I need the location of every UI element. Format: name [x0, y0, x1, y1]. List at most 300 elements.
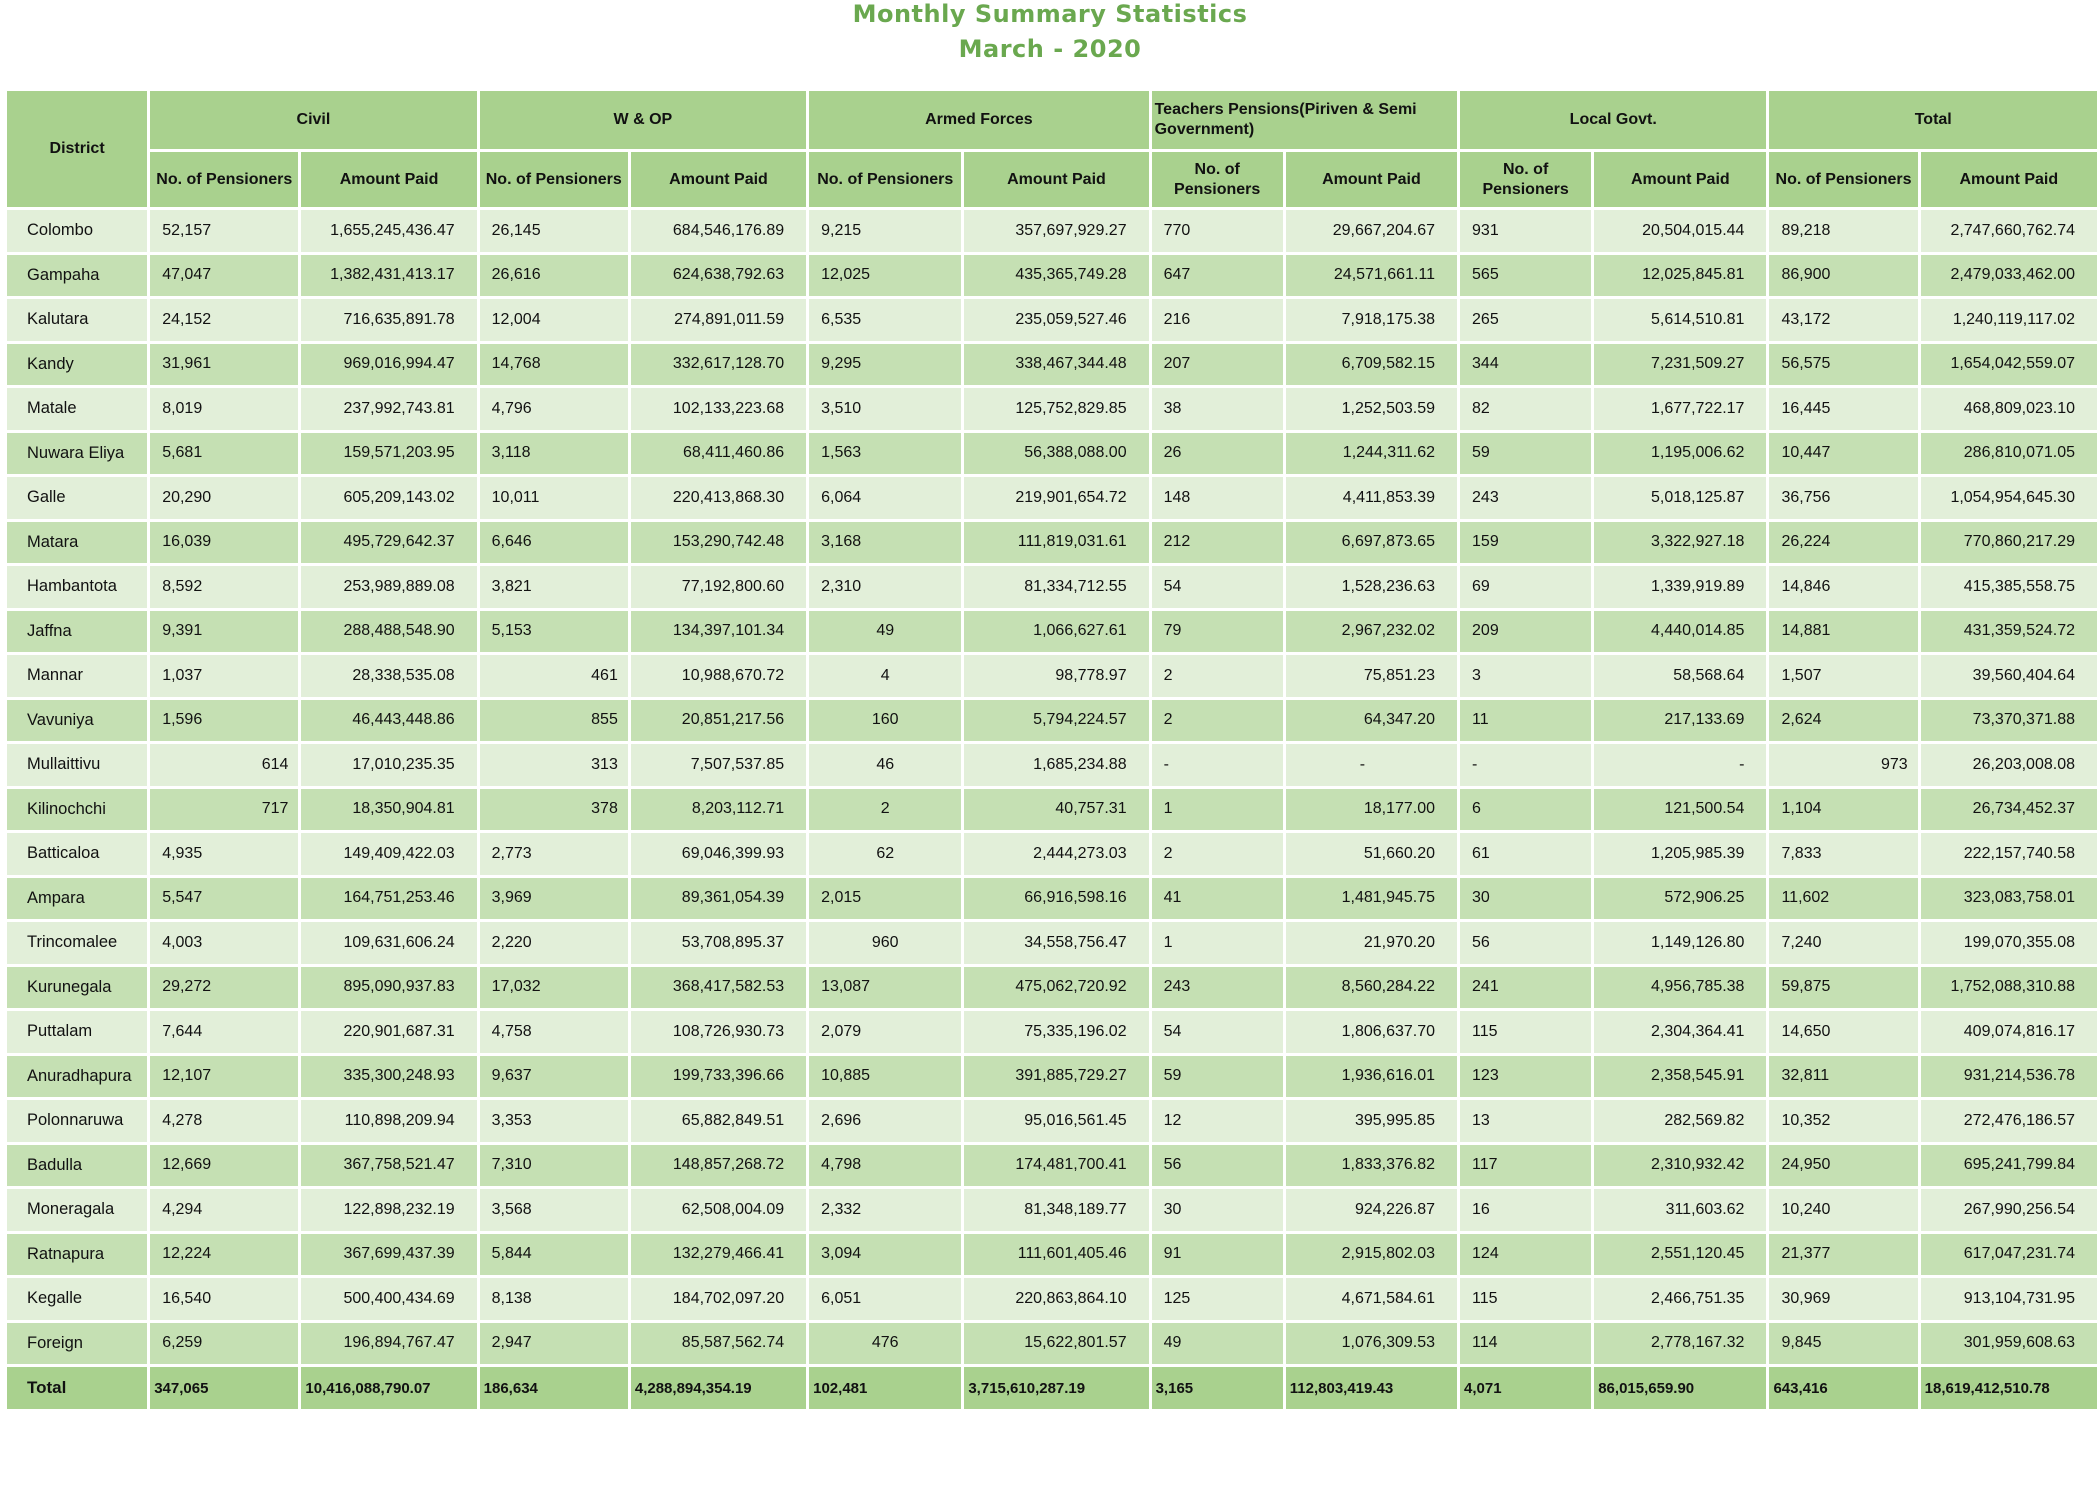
cell-wop-no: 17,032 — [478, 965, 629, 1010]
cell-wop-amount: 89,361,054.39 — [629, 876, 807, 921]
cell-district: Trincomalee — [6, 921, 149, 966]
cell-armed-amount: 15,622,801.57 — [963, 1321, 1150, 1366]
cell-civil-no: 1,037 — [149, 654, 300, 699]
cell-local-no: 3 — [1459, 654, 1593, 699]
cell-district: Gampaha — [6, 253, 149, 298]
cell-armed-no: 2,696 — [808, 1099, 963, 1144]
cell-local-amount: 572,906.25 — [1593, 876, 1768, 921]
table-row — [6, 253, 2099, 298]
cell-total-amount: 2,747,660,762.74 — [1919, 209, 2098, 254]
cell-district: Polonnaruwa — [6, 1099, 149, 1144]
cell-local-no: 565 — [1459, 253, 1593, 298]
cell-wop-amount: 368,417,582.53 — [629, 965, 807, 1010]
cell-local-no: 56 — [1459, 921, 1593, 966]
cell-teachers-no: 2 — [1150, 654, 1284, 699]
cell-civil-no: 7,644 — [149, 1010, 300, 1055]
table-row — [6, 431, 2099, 476]
cell-total-amount: 1,654,042,559.07 — [1919, 342, 2098, 387]
cell-teachers-no: 30 — [1150, 1188, 1284, 1233]
cell-total-no: 36,756 — [1768, 476, 1919, 521]
header-teachers-amount-paid: Amount Paid — [1284, 151, 1458, 209]
cell-armed-no: 12,025 — [808, 253, 963, 298]
cell-teachers-amount: 1,833,376.82 — [1284, 1143, 1458, 1188]
cell-wop-no: 313 — [478, 743, 629, 788]
header-total-no-pensioners: No. of Pensioners — [1768, 151, 1919, 209]
cell-armed-amount: 81,334,712.55 — [963, 565, 1150, 610]
cell-civil-no: 717 — [149, 787, 300, 832]
table-row — [6, 1321, 2099, 1366]
cell-wop-no: 14,768 — [478, 342, 629, 387]
cell-total-no: 14,650 — [1768, 1010, 1919, 1055]
cell-wop-amount: 184,702,097.20 — [629, 1277, 807, 1322]
cell-local-no: 59 — [1459, 431, 1593, 476]
cell-armed-amount: 1,685,234.88 — [963, 743, 1150, 788]
cell-teachers-no: 2 — [1150, 832, 1284, 877]
cell-armed-no: 6,051 — [808, 1277, 963, 1322]
cell-armed-amount: 75,335,196.02 — [963, 1010, 1150, 1055]
cell-total-no: 21,377 — [1768, 1232, 1919, 1277]
cell-district: Mannar — [6, 654, 149, 699]
cell-total-amount: 73,370,371.88 — [1919, 698, 2098, 743]
cell-teachers-no: 2 — [1150, 698, 1284, 743]
cell-wop-amount: 53,708,895.37 — [629, 921, 807, 966]
cell-armed-amount: 174,481,700.41 — [963, 1143, 1150, 1188]
header-civil-no-pensioners: No. of Pensioners — [149, 151, 300, 209]
cell-total-amount: 770,860,217.29 — [1919, 520, 2098, 565]
cell-civil-no: 9,391 — [149, 609, 300, 654]
cell-district: Vavuniya — [6, 698, 149, 743]
cell-local-amount: 12,025,845.81 — [1593, 253, 1768, 298]
cell-teachers-no: 216 — [1150, 298, 1284, 343]
header-local-amount-paid: Amount Paid — [1593, 151, 1768, 209]
cell-total-no: 10,240 — [1768, 1188, 1919, 1233]
cell-armed-amount: 1,066,627.61 — [963, 609, 1150, 654]
cell-local-amount: 1,339,919.89 — [1593, 565, 1768, 610]
table-row — [6, 1099, 2099, 1144]
cell-teachers-amount: 8,560,284.22 — [1284, 965, 1458, 1010]
cell-local-amount: 58,568.64 — [1593, 654, 1768, 699]
cell-total-no: 973 — [1768, 743, 1919, 788]
cell-civil-amount: 18,350,904.81 — [300, 787, 478, 832]
cell-wop-no: 12,004 — [478, 298, 629, 343]
cell-total-amount: 431,359,524.72 — [1919, 609, 2098, 654]
cell-teachers-amount: 21,970.20 — [1284, 921, 1458, 966]
cell-local-no: 117 — [1459, 1143, 1593, 1188]
table-row — [6, 209, 2099, 254]
table-row — [6, 1232, 2099, 1277]
cell-local-amount: 2,551,120.45 — [1593, 1232, 1768, 1277]
cell-total-amount: 913,104,731.95 — [1919, 1277, 2098, 1322]
cell-total-no: 9,845 — [1768, 1321, 1919, 1366]
cell-civil-no: 6,259 — [149, 1321, 300, 1366]
header-civil-amount-paid: Amount Paid — [300, 151, 478, 209]
cell-armed-no: 2,079 — [808, 1010, 963, 1055]
cell-total-no: 30,969 — [1768, 1277, 1919, 1322]
header-group-teachers-pensions: Teachers Pensions(Piriven & Semi Government) — [1150, 90, 1458, 151]
table-row — [6, 832, 2099, 877]
cell-armed-no: 9,215 — [808, 209, 963, 254]
cell-teachers-no: - — [1150, 743, 1284, 788]
cell-total-amount: 695,241,799.84 — [1919, 1143, 2098, 1188]
cell-local-amount: - — [1593, 743, 1768, 788]
cell-teachers-no: 49 — [1150, 1321, 1284, 1366]
cell-teachers-no: 54 — [1150, 1010, 1284, 1055]
table-row — [6, 1054, 2099, 1099]
cell-wop-amount: 10,988,670.72 — [629, 654, 807, 699]
total-teachers-no: 3,165 — [1150, 1366, 1284, 1411]
cell-armed-no: 2,310 — [808, 565, 963, 610]
cell-teachers-no: 125 — [1150, 1277, 1284, 1322]
cell-local-amount: 3,322,927.18 — [1593, 520, 1768, 565]
total-civil-amount: 10,416,088,790.07 — [300, 1366, 478, 1411]
cell-total-amount: 286,810,071.05 — [1919, 431, 2098, 476]
header-group-local-govt: Local Govt. — [1459, 90, 1768, 151]
cell-local-amount: 7,231,509.27 — [1593, 342, 1768, 387]
cell-wop-amount: 134,397,101.34 — [629, 609, 807, 654]
cell-civil-no: 52,157 — [149, 209, 300, 254]
cell-civil-no: 31,961 — [149, 342, 300, 387]
cell-armed-amount: 235,059,527.46 — [963, 298, 1150, 343]
cell-local-no: 61 — [1459, 832, 1593, 877]
cell-civil-no: 4,003 — [149, 921, 300, 966]
cell-local-amount: 5,018,125.87 — [1593, 476, 1768, 521]
cell-civil-amount: 220,901,687.31 — [300, 1010, 478, 1055]
cell-local-amount: 5,614,510.81 — [1593, 298, 1768, 343]
cell-civil-amount: 367,699,437.39 — [300, 1232, 478, 1277]
cell-civil-no: 12,669 — [149, 1143, 300, 1188]
cell-teachers-no: 148 — [1150, 476, 1284, 521]
cell-wop-amount: 65,882,849.51 — [629, 1099, 807, 1144]
cell-total-no: 7,833 — [1768, 832, 1919, 877]
cell-armed-no: 4,798 — [808, 1143, 963, 1188]
cell-teachers-amount: 24,571,661.11 — [1284, 253, 1458, 298]
cell-armed-amount: 40,757.31 — [963, 787, 1150, 832]
cell-local-no: 243 — [1459, 476, 1593, 521]
cell-teachers-no: 212 — [1150, 520, 1284, 565]
cell-armed-no: 10,885 — [808, 1054, 963, 1099]
cell-teachers-amount: 7,918,175.38 — [1284, 298, 1458, 343]
cell-total-no: 89,218 — [1768, 209, 1919, 254]
cell-local-no: 241 — [1459, 965, 1593, 1010]
cell-local-no: 115 — [1459, 1277, 1593, 1322]
cell-teachers-no: 26 — [1150, 431, 1284, 476]
cell-total-amount: 2,479,033,462.00 — [1919, 253, 2098, 298]
cell-teachers-amount: 1,076,309.53 — [1284, 1321, 1458, 1366]
cell-armed-amount: 2,444,273.03 — [963, 832, 1150, 877]
cell-armed-no: 46 — [808, 743, 963, 788]
cell-armed-amount: 111,601,405.46 — [963, 1232, 1150, 1277]
cell-wop-amount: 624,638,792.63 — [629, 253, 807, 298]
table-row — [6, 1143, 2099, 1188]
cell-district: Kandy — [6, 342, 149, 387]
cell-teachers-no: 41 — [1150, 876, 1284, 921]
cell-total-amount: 222,157,740.58 — [1919, 832, 2098, 877]
cell-civil-no: 24,152 — [149, 298, 300, 343]
table-row — [6, 965, 2099, 1010]
cell-wop-no: 3,353 — [478, 1099, 629, 1144]
cell-civil-no: 5,547 — [149, 876, 300, 921]
cell-armed-amount: 34,558,756.47 — [963, 921, 1150, 966]
cell-civil-no: 614 — [149, 743, 300, 788]
cell-wop-amount: 132,279,466.41 — [629, 1232, 807, 1277]
header-district: District — [6, 90, 149, 209]
cell-wop-amount: 20,851,217.56 — [629, 698, 807, 743]
cell-teachers-amount: 1,244,311.62 — [1284, 431, 1458, 476]
cell-district: Hambantota — [6, 565, 149, 610]
cell-civil-amount: 500,400,434.69 — [300, 1277, 478, 1322]
cell-armed-amount: 219,901,654.72 — [963, 476, 1150, 521]
cell-local-no: 124 — [1459, 1232, 1593, 1277]
cell-wop-amount: 69,046,399.93 — [629, 832, 807, 877]
cell-total-amount: 1,752,088,310.88 — [1919, 965, 2098, 1010]
cell-local-amount: 2,310,932.42 — [1593, 1143, 1768, 1188]
cell-wop-no: 3,969 — [478, 876, 629, 921]
table-row — [6, 609, 2099, 654]
cell-wop-amount: 102,133,223.68 — [629, 387, 807, 432]
total-teachers-amount: 112,803,419.43 — [1284, 1366, 1458, 1411]
cell-total-amount: 39,560,404.64 — [1919, 654, 2098, 699]
cell-local-amount: 1,677,722.17 — [1593, 387, 1768, 432]
cell-civil-no: 16,540 — [149, 1277, 300, 1322]
cell-armed-amount: 5,794,224.57 — [963, 698, 1150, 743]
header-group-armed-forces: Armed Forces — [808, 90, 1150, 151]
cell-teachers-no: 56 — [1150, 1143, 1284, 1188]
cell-district: Puttalam — [6, 1010, 149, 1055]
cell-local-no: 69 — [1459, 565, 1593, 610]
cell-local-amount: 1,195,006.62 — [1593, 431, 1768, 476]
cell-civil-amount: 895,090,937.83 — [300, 965, 478, 1010]
table-row — [6, 876, 2099, 921]
cell-wop-amount: 77,192,800.60 — [629, 565, 807, 610]
cell-total-no: 16,445 — [1768, 387, 1919, 432]
cell-local-no: 16 — [1459, 1188, 1593, 1233]
cell-district: Ratnapura — [6, 1232, 149, 1277]
cell-teachers-no: 1 — [1150, 787, 1284, 832]
cell-total-amount: 1,240,119,117.02 — [1919, 298, 2098, 343]
cell-total-amount: 26,203,008.08 — [1919, 743, 2098, 788]
cell-local-amount: 2,466,751.35 — [1593, 1277, 1768, 1322]
cell-local-amount: 4,440,014.85 — [1593, 609, 1768, 654]
cell-civil-no: 47,047 — [149, 253, 300, 298]
cell-wop-no: 9,637 — [478, 1054, 629, 1099]
cell-district: Mullaittivu — [6, 743, 149, 788]
cell-total-no: 7,240 — [1768, 921, 1919, 966]
cell-wop-no: 4,796 — [478, 387, 629, 432]
total-armed-no: 102,481 — [808, 1366, 963, 1411]
cell-total-amount: 409,074,816.17 — [1919, 1010, 2098, 1055]
cell-wop-no: 10,011 — [478, 476, 629, 521]
cell-local-no: 209 — [1459, 609, 1593, 654]
cell-armed-no: 2 — [808, 787, 963, 832]
cell-civil-amount: 46,443,448.86 — [300, 698, 478, 743]
cell-civil-amount: 237,992,743.81 — [300, 387, 478, 432]
table-row — [6, 787, 2099, 832]
table-row — [6, 298, 2099, 343]
cell-district: Matara — [6, 520, 149, 565]
summary-table — [4, 88, 2100, 1412]
cell-civil-no: 12,107 — [149, 1054, 300, 1099]
cell-teachers-no: 243 — [1150, 965, 1284, 1010]
cell-district: Foreign — [6, 1321, 149, 1366]
table-row — [6, 520, 2099, 565]
cell-local-no: 82 — [1459, 387, 1593, 432]
cell-civil-no: 20,290 — [149, 476, 300, 521]
cell-civil-amount: 122,898,232.19 — [300, 1188, 478, 1233]
cell-local-no: 123 — [1459, 1054, 1593, 1099]
cell-local-no: 265 — [1459, 298, 1593, 343]
cell-teachers-amount: - — [1284, 743, 1458, 788]
cell-armed-no: 1,563 — [808, 431, 963, 476]
cell-armed-no: 3,510 — [808, 387, 963, 432]
cell-teachers-amount: 395,995.85 — [1284, 1099, 1458, 1144]
cell-civil-no: 8,019 — [149, 387, 300, 432]
cell-armed-amount: 220,863,864.10 — [963, 1277, 1150, 1322]
cell-teachers-no: 647 — [1150, 253, 1284, 298]
cell-teachers-amount: 1,806,637.70 — [1284, 1010, 1458, 1055]
cell-district: Anuradhapura — [6, 1054, 149, 1099]
cell-local-amount: 1,149,126.80 — [1593, 921, 1768, 966]
cell-local-no: 30 — [1459, 876, 1593, 921]
total-civil-no: 347,065 — [149, 1366, 300, 1411]
cell-total-amount: 323,083,758.01 — [1919, 876, 2098, 921]
cell-armed-no: 9,295 — [808, 342, 963, 387]
cell-teachers-amount: 1,528,236.63 — [1284, 565, 1458, 610]
cell-wop-amount: 274,891,011.59 — [629, 298, 807, 343]
total-wop-amount: 4,288,894,354.19 — [629, 1366, 807, 1411]
cell-teachers-no: 12 — [1150, 1099, 1284, 1144]
table-row — [6, 1188, 2099, 1233]
cell-civil-amount: 605,209,143.02 — [300, 476, 478, 521]
total-total-amount: 18,619,412,510.78 — [1919, 1366, 2098, 1411]
table-row — [6, 476, 2099, 521]
cell-civil-amount: 716,635,891.78 — [300, 298, 478, 343]
cell-local-no: 115 — [1459, 1010, 1593, 1055]
cell-armed-amount: 391,885,729.27 — [963, 1054, 1150, 1099]
cell-armed-no: 6,064 — [808, 476, 963, 521]
cell-wop-amount: 148,857,268.72 — [629, 1143, 807, 1188]
cell-total-amount: 26,734,452.37 — [1919, 787, 2098, 832]
cell-district: Nuwara Eliya — [6, 431, 149, 476]
cell-armed-no: 960 — [808, 921, 963, 966]
cell-teachers-no: 91 — [1150, 1232, 1284, 1277]
cell-local-amount: 311,603.62 — [1593, 1188, 1768, 1233]
cell-armed-no: 3,094 — [808, 1232, 963, 1277]
cell-wop-no: 8,138 — [478, 1277, 629, 1322]
cell-district: Ampara — [6, 876, 149, 921]
cell-local-no: 114 — [1459, 1321, 1593, 1366]
cell-total-no: 1,104 — [1768, 787, 1919, 832]
cell-civil-amount: 159,571,203.95 — [300, 431, 478, 476]
header-wop-amount-paid: Amount Paid — [629, 151, 807, 209]
cell-local-no: 11 — [1459, 698, 1593, 743]
cell-local-no: 159 — [1459, 520, 1593, 565]
table-row — [6, 342, 2099, 387]
table-row — [6, 654, 2099, 699]
table-row — [6, 921, 2099, 966]
cell-wop-no: 3,568 — [478, 1188, 629, 1233]
header-armed-no-pensioners: No. of Pensioners — [808, 151, 963, 209]
header-group-civil: Civil — [149, 90, 478, 151]
table-body — [6, 209, 2099, 1366]
cell-civil-no: 5,681 — [149, 431, 300, 476]
cell-district: Galle — [6, 476, 149, 521]
cell-teachers-amount: 6,709,582.15 — [1284, 342, 1458, 387]
cell-civil-no: 16,039 — [149, 520, 300, 565]
cell-total-no: 2,624 — [1768, 698, 1919, 743]
cell-total-no: 56,575 — [1768, 342, 1919, 387]
cell-wop-no: 855 — [478, 698, 629, 743]
cell-total-amount: 199,070,355.08 — [1919, 921, 2098, 966]
cell-civil-no: 4,278 — [149, 1099, 300, 1144]
cell-total-no: 1,507 — [1768, 654, 1919, 699]
cell-wop-amount: 199,733,396.66 — [629, 1054, 807, 1099]
cell-armed-amount: 111,819,031.61 — [963, 520, 1150, 565]
cell-civil-amount: 367,758,521.47 — [300, 1143, 478, 1188]
cell-armed-amount: 95,016,561.45 — [963, 1099, 1150, 1144]
cell-wop-no: 5,153 — [478, 609, 629, 654]
header-total-amount-paid: Amount Paid — [1919, 151, 2098, 209]
cell-armed-no: 2,332 — [808, 1188, 963, 1233]
report-subtitle: March - 2020 — [958, 35, 1142, 63]
cell-armed-amount: 81,348,189.77 — [963, 1188, 1150, 1233]
cell-armed-no: 476 — [808, 1321, 963, 1366]
cell-total-amount: 468,809,023.10 — [1919, 387, 2098, 432]
cell-armed-amount: 56,388,088.00 — [963, 431, 1150, 476]
total-total-no: 643,416 — [1768, 1366, 1919, 1411]
cell-armed-no: 62 — [808, 832, 963, 877]
cell-district: Kilinochchi — [6, 787, 149, 832]
header-group-total: Total — [1768, 90, 2099, 151]
cell-total-amount: 617,047,231.74 — [1919, 1232, 2098, 1277]
cell-armed-no: 160 — [808, 698, 963, 743]
cell-local-no: 6 — [1459, 787, 1593, 832]
cell-civil-amount: 495,729,642.37 — [300, 520, 478, 565]
cell-teachers-amount: 64,347.20 — [1284, 698, 1458, 743]
cell-civil-no: 29,272 — [149, 965, 300, 1010]
cell-civil-amount: 28,338,535.08 — [300, 654, 478, 699]
cell-teachers-amount: 924,226.87 — [1284, 1188, 1458, 1233]
total-row — [6, 1366, 2099, 1411]
cell-local-no: - — [1459, 743, 1593, 788]
cell-armed-no: 6,535 — [808, 298, 963, 343]
cell-armed-amount: 475,062,720.92 — [963, 965, 1150, 1010]
cell-wop-amount: 332,617,128.70 — [629, 342, 807, 387]
cell-civil-amount: 969,016,994.47 — [300, 342, 478, 387]
cell-local-amount: 4,956,785.38 — [1593, 965, 1768, 1010]
header-group-wop: W & OP — [478, 90, 807, 151]
cell-wop-no: 378 — [478, 787, 629, 832]
cell-total-no: 26,224 — [1768, 520, 1919, 565]
cell-teachers-amount: 51,660.20 — [1284, 832, 1458, 877]
cell-total-no: 59,875 — [1768, 965, 1919, 1010]
cell-local-no: 931 — [1459, 209, 1593, 254]
header-local-no-pensioners: No. of Pensioners — [1459, 151, 1593, 209]
cell-local-amount: 1,205,985.39 — [1593, 832, 1768, 877]
cell-civil-amount: 1,655,245,436.47 — [300, 209, 478, 254]
cell-teachers-amount: 2,967,232.02 — [1284, 609, 1458, 654]
cell-wop-amount: 684,546,176.89 — [629, 209, 807, 254]
cell-wop-no: 7,310 — [478, 1143, 629, 1188]
cell-teachers-amount: 4,411,853.39 — [1284, 476, 1458, 521]
cell-wop-no: 461 — [478, 654, 629, 699]
cell-wop-amount: 85,587,562.74 — [629, 1321, 807, 1366]
cell-teachers-no: 38 — [1150, 387, 1284, 432]
cell-armed-amount: 338,467,344.48 — [963, 342, 1150, 387]
table-row — [6, 565, 2099, 610]
cell-district: Kurunegala — [6, 965, 149, 1010]
cell-civil-amount: 17,010,235.35 — [300, 743, 478, 788]
cell-teachers-no: 59 — [1150, 1054, 1284, 1099]
